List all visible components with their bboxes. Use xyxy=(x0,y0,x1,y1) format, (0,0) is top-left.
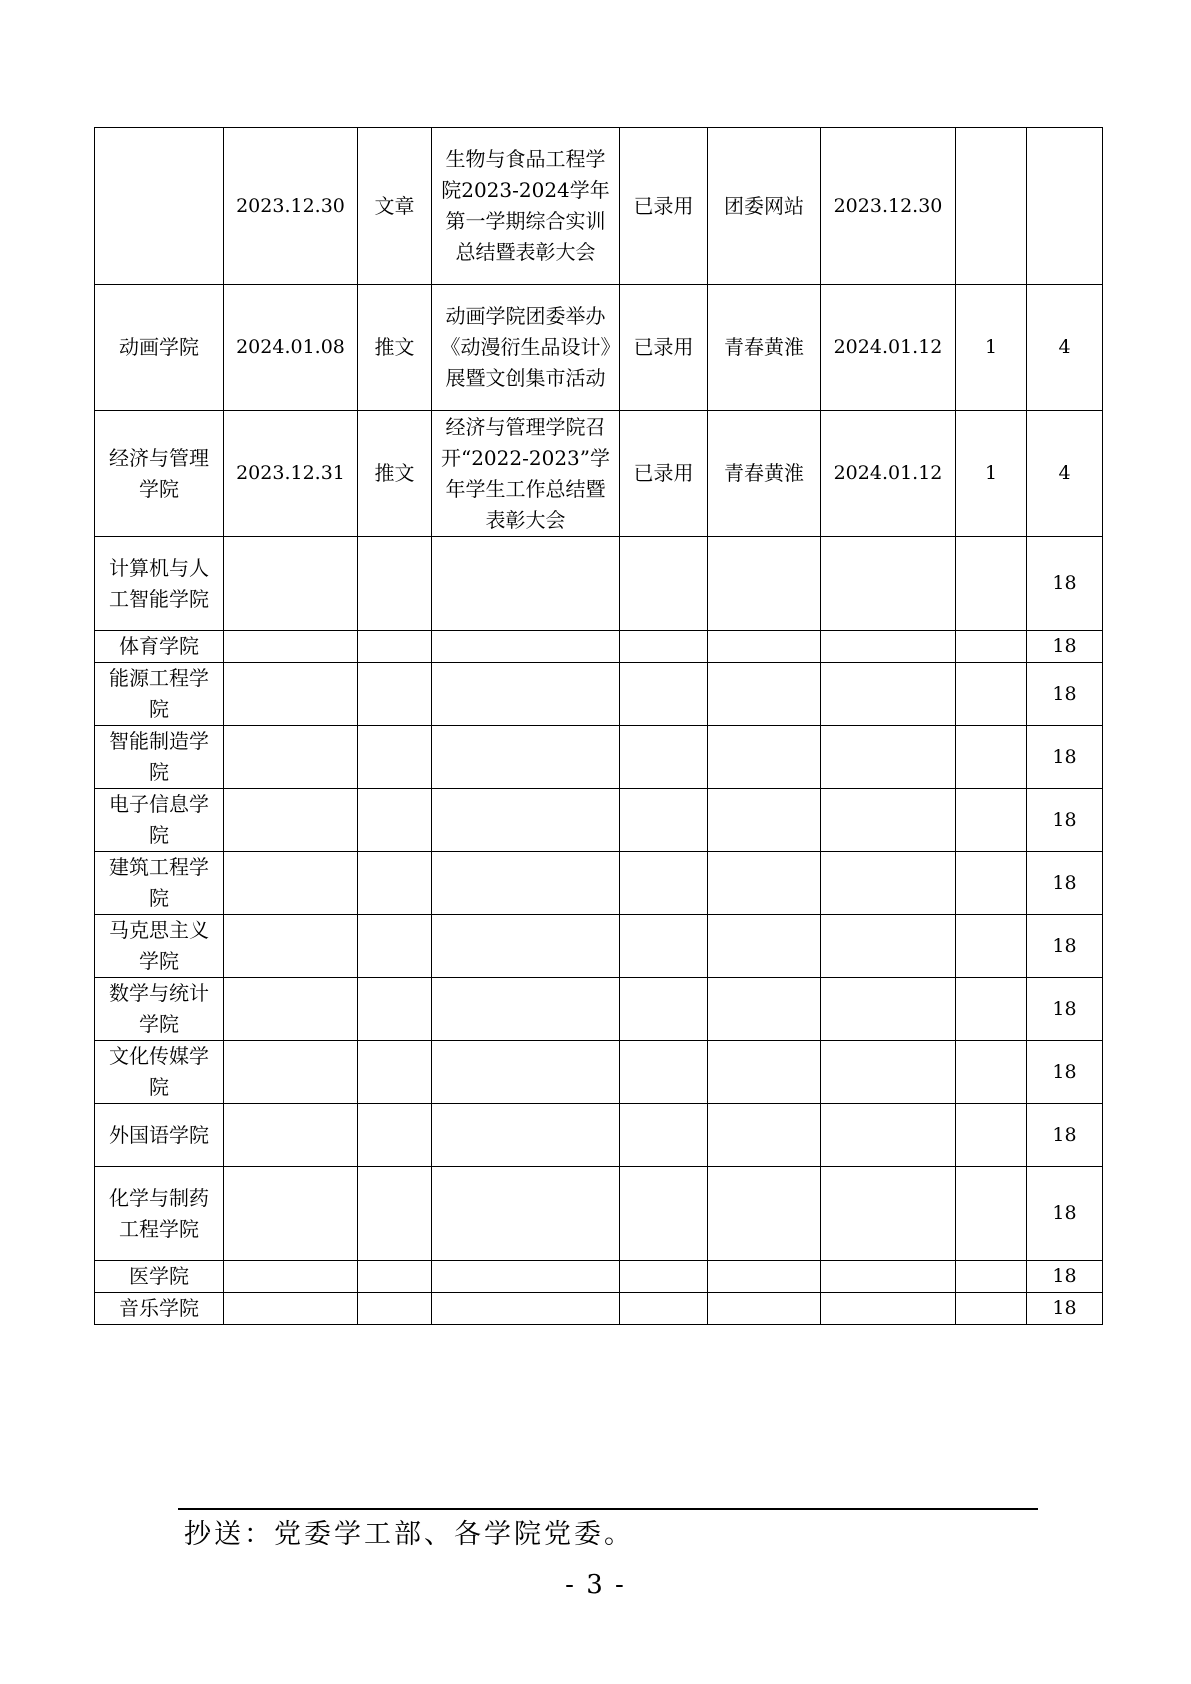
cell-platform xyxy=(708,726,821,789)
cell-platform xyxy=(708,789,821,852)
cell-score: 18 xyxy=(1027,1104,1103,1167)
table-row xyxy=(95,978,1103,1041)
cell-type xyxy=(358,978,432,1041)
cell-date xyxy=(224,1041,358,1104)
footer-divider xyxy=(178,1508,1038,1510)
cell-count xyxy=(956,1293,1027,1325)
table-row xyxy=(95,1104,1103,1167)
cell-type xyxy=(358,789,432,852)
cell-count xyxy=(956,978,1027,1041)
cell-platform: 团委网站 xyxy=(708,128,821,285)
cell-platform xyxy=(708,1041,821,1104)
cell-pub-date xyxy=(821,1041,956,1104)
cell-pub-date xyxy=(821,915,956,978)
cell-count xyxy=(956,128,1027,285)
cell-date xyxy=(224,789,358,852)
cell-title: 生物与食品工程学院2023-2024学年第一学期综合实训总结暨表彰大会 xyxy=(432,128,620,285)
cell-score: 4 xyxy=(1027,285,1103,411)
cell-platform xyxy=(708,852,821,915)
cell-score xyxy=(1027,128,1103,285)
report-table xyxy=(94,127,1103,1325)
cell-college: 外国语学院 xyxy=(95,1104,224,1167)
cell-platform xyxy=(708,978,821,1041)
cell-college: 文化传媒学院 xyxy=(95,1041,224,1104)
cell-score: 18 xyxy=(1027,537,1103,631)
cell-title xyxy=(432,631,620,663)
table-row xyxy=(95,1041,1103,1104)
cell-title: 经济与管理学院召开“2022-2023”学年学生工作总结暨表彰大会 xyxy=(432,411,620,537)
cell-college: 动画学院 xyxy=(95,285,224,411)
page-number: - 3 - xyxy=(565,1570,626,1600)
cell-score: 18 xyxy=(1027,663,1103,726)
cell-status: 已录用 xyxy=(620,128,708,285)
cell-status xyxy=(620,852,708,915)
cell-date xyxy=(224,631,358,663)
cell-pub-date xyxy=(821,852,956,915)
cell-date xyxy=(224,1261,358,1293)
cell-pub-date xyxy=(821,726,956,789)
cell-score: 18 xyxy=(1027,852,1103,915)
table-row xyxy=(95,285,1103,411)
cell-pub-date: 2024.01.12 xyxy=(821,285,956,411)
cell-platform xyxy=(708,1104,821,1167)
cell-title xyxy=(432,1261,620,1293)
cell-pub-date xyxy=(821,1293,956,1325)
cell-status xyxy=(620,726,708,789)
cell-status xyxy=(620,663,708,726)
cell-type xyxy=(358,1293,432,1325)
cell-status xyxy=(620,1041,708,1104)
cell-title xyxy=(432,726,620,789)
cell-pub-date xyxy=(821,631,956,663)
cell-title xyxy=(432,1104,620,1167)
cell-score: 18 xyxy=(1027,1261,1103,1293)
cell-college xyxy=(95,128,224,285)
cell-count xyxy=(956,1104,1027,1167)
cell-college: 数学与统计学院 xyxy=(95,978,224,1041)
cell-type xyxy=(358,1261,432,1293)
cell-score: 18 xyxy=(1027,1167,1103,1261)
cell-count xyxy=(956,915,1027,978)
cell-type xyxy=(358,852,432,915)
table-row xyxy=(95,852,1103,915)
cell-count xyxy=(956,1041,1027,1104)
cell-title xyxy=(432,1167,620,1261)
cell-type: 文章 xyxy=(358,128,432,285)
cell-platform xyxy=(708,1261,821,1293)
cell-college: 医学院 xyxy=(95,1261,224,1293)
cell-platform xyxy=(708,1293,821,1325)
cell-status xyxy=(620,1167,708,1261)
cell-status xyxy=(620,537,708,631)
cell-count xyxy=(956,789,1027,852)
table-row xyxy=(95,915,1103,978)
cell-type xyxy=(358,726,432,789)
cell-date xyxy=(224,663,358,726)
cell-score: 18 xyxy=(1027,631,1103,663)
cell-platform xyxy=(708,537,821,631)
cell-pub-date xyxy=(821,978,956,1041)
cell-status xyxy=(620,978,708,1041)
cell-title xyxy=(432,537,620,631)
cell-college: 建筑工程学院 xyxy=(95,852,224,915)
cell-type xyxy=(358,1167,432,1261)
table-row xyxy=(95,789,1103,852)
cell-status xyxy=(620,789,708,852)
cell-date xyxy=(224,537,358,631)
table-row xyxy=(95,1293,1103,1325)
cell-college: 体育学院 xyxy=(95,631,224,663)
table-row xyxy=(95,537,1103,631)
cell-pub-date xyxy=(821,789,956,852)
cell-pub-date: 2024.01.12 xyxy=(821,411,956,537)
cell-pub-date xyxy=(821,1104,956,1167)
table-row xyxy=(95,726,1103,789)
cc-note: 抄送：党委学工部、各学院党委。 xyxy=(184,1519,634,1550)
cell-platform: 青春黄淮 xyxy=(708,285,821,411)
cell-count xyxy=(956,1261,1027,1293)
cell-count: 1 xyxy=(956,411,1027,537)
cell-type xyxy=(358,915,432,978)
table-row xyxy=(95,663,1103,726)
cell-date: 2024.01.08 xyxy=(224,285,358,411)
cell-pub-date xyxy=(821,1167,956,1261)
cell-college: 能源工程学院 xyxy=(95,663,224,726)
table-row xyxy=(95,411,1103,537)
cell-score: 18 xyxy=(1027,1293,1103,1325)
cell-pub-date: 2023.12.30 xyxy=(821,128,956,285)
cell-count xyxy=(956,631,1027,663)
cell-type: 推文 xyxy=(358,411,432,537)
cell-platform xyxy=(708,631,821,663)
cell-date xyxy=(224,978,358,1041)
cell-type xyxy=(358,1041,432,1104)
cell-type xyxy=(358,537,432,631)
cell-status: 已录用 xyxy=(620,285,708,411)
table-row xyxy=(95,1167,1103,1261)
cell-college: 计算机与人工智能学院 xyxy=(95,537,224,631)
table-row xyxy=(95,631,1103,663)
cell-pub-date xyxy=(821,663,956,726)
cell-type xyxy=(358,631,432,663)
cell-count xyxy=(956,1167,1027,1261)
cell-date xyxy=(224,1104,358,1167)
cell-date: 2023.12.31 xyxy=(224,411,358,537)
cell-college: 经济与管理学院 xyxy=(95,411,224,537)
cell-title xyxy=(432,1293,620,1325)
cell-type xyxy=(358,1104,432,1167)
cell-title xyxy=(432,915,620,978)
cell-type: 推文 xyxy=(358,285,432,411)
cell-college: 智能制造学院 xyxy=(95,726,224,789)
cell-pub-date xyxy=(821,537,956,631)
cell-title xyxy=(432,852,620,915)
table-row xyxy=(95,128,1103,285)
cell-platform xyxy=(708,915,821,978)
cell-score: 4 xyxy=(1027,411,1103,537)
cell-status: 已录用 xyxy=(620,411,708,537)
cell-type xyxy=(358,663,432,726)
cell-count xyxy=(956,537,1027,631)
cell-date xyxy=(224,915,358,978)
cell-title: 动画学院团委举办《动漫衍生品设计》展暨文创集市活动 xyxy=(432,285,620,411)
cell-score: 18 xyxy=(1027,726,1103,789)
cell-count xyxy=(956,726,1027,789)
cell-date xyxy=(224,726,358,789)
cell-date xyxy=(224,852,358,915)
cell-platform xyxy=(708,1167,821,1261)
cell-count: 1 xyxy=(956,285,1027,411)
cell-score: 18 xyxy=(1027,978,1103,1041)
table-row xyxy=(95,1261,1103,1293)
cell-college: 化学与制药工程学院 xyxy=(95,1167,224,1261)
cell-status xyxy=(620,1293,708,1325)
cell-score: 18 xyxy=(1027,915,1103,978)
cell-status xyxy=(620,1261,708,1293)
cell-status xyxy=(620,1104,708,1167)
cell-title xyxy=(432,978,620,1041)
cell-count xyxy=(956,852,1027,915)
cell-score: 18 xyxy=(1027,1041,1103,1104)
cell-platform: 青春黄淮 xyxy=(708,411,821,537)
cell-college: 电子信息学院 xyxy=(95,789,224,852)
cell-college: 马克思主义学院 xyxy=(95,915,224,978)
cell-title xyxy=(432,663,620,726)
cell-date: 2023.12.30 xyxy=(224,128,358,285)
cell-date xyxy=(224,1293,358,1325)
cell-pub-date xyxy=(821,1261,956,1293)
cell-count xyxy=(956,663,1027,726)
cell-college: 音乐学院 xyxy=(95,1293,224,1325)
cell-status xyxy=(620,915,708,978)
cell-status xyxy=(620,631,708,663)
cell-title xyxy=(432,1041,620,1104)
cell-score: 18 xyxy=(1027,789,1103,852)
cell-title xyxy=(432,789,620,852)
cell-date xyxy=(224,1167,358,1261)
cell-platform xyxy=(708,663,821,726)
table-body xyxy=(95,128,1103,1325)
